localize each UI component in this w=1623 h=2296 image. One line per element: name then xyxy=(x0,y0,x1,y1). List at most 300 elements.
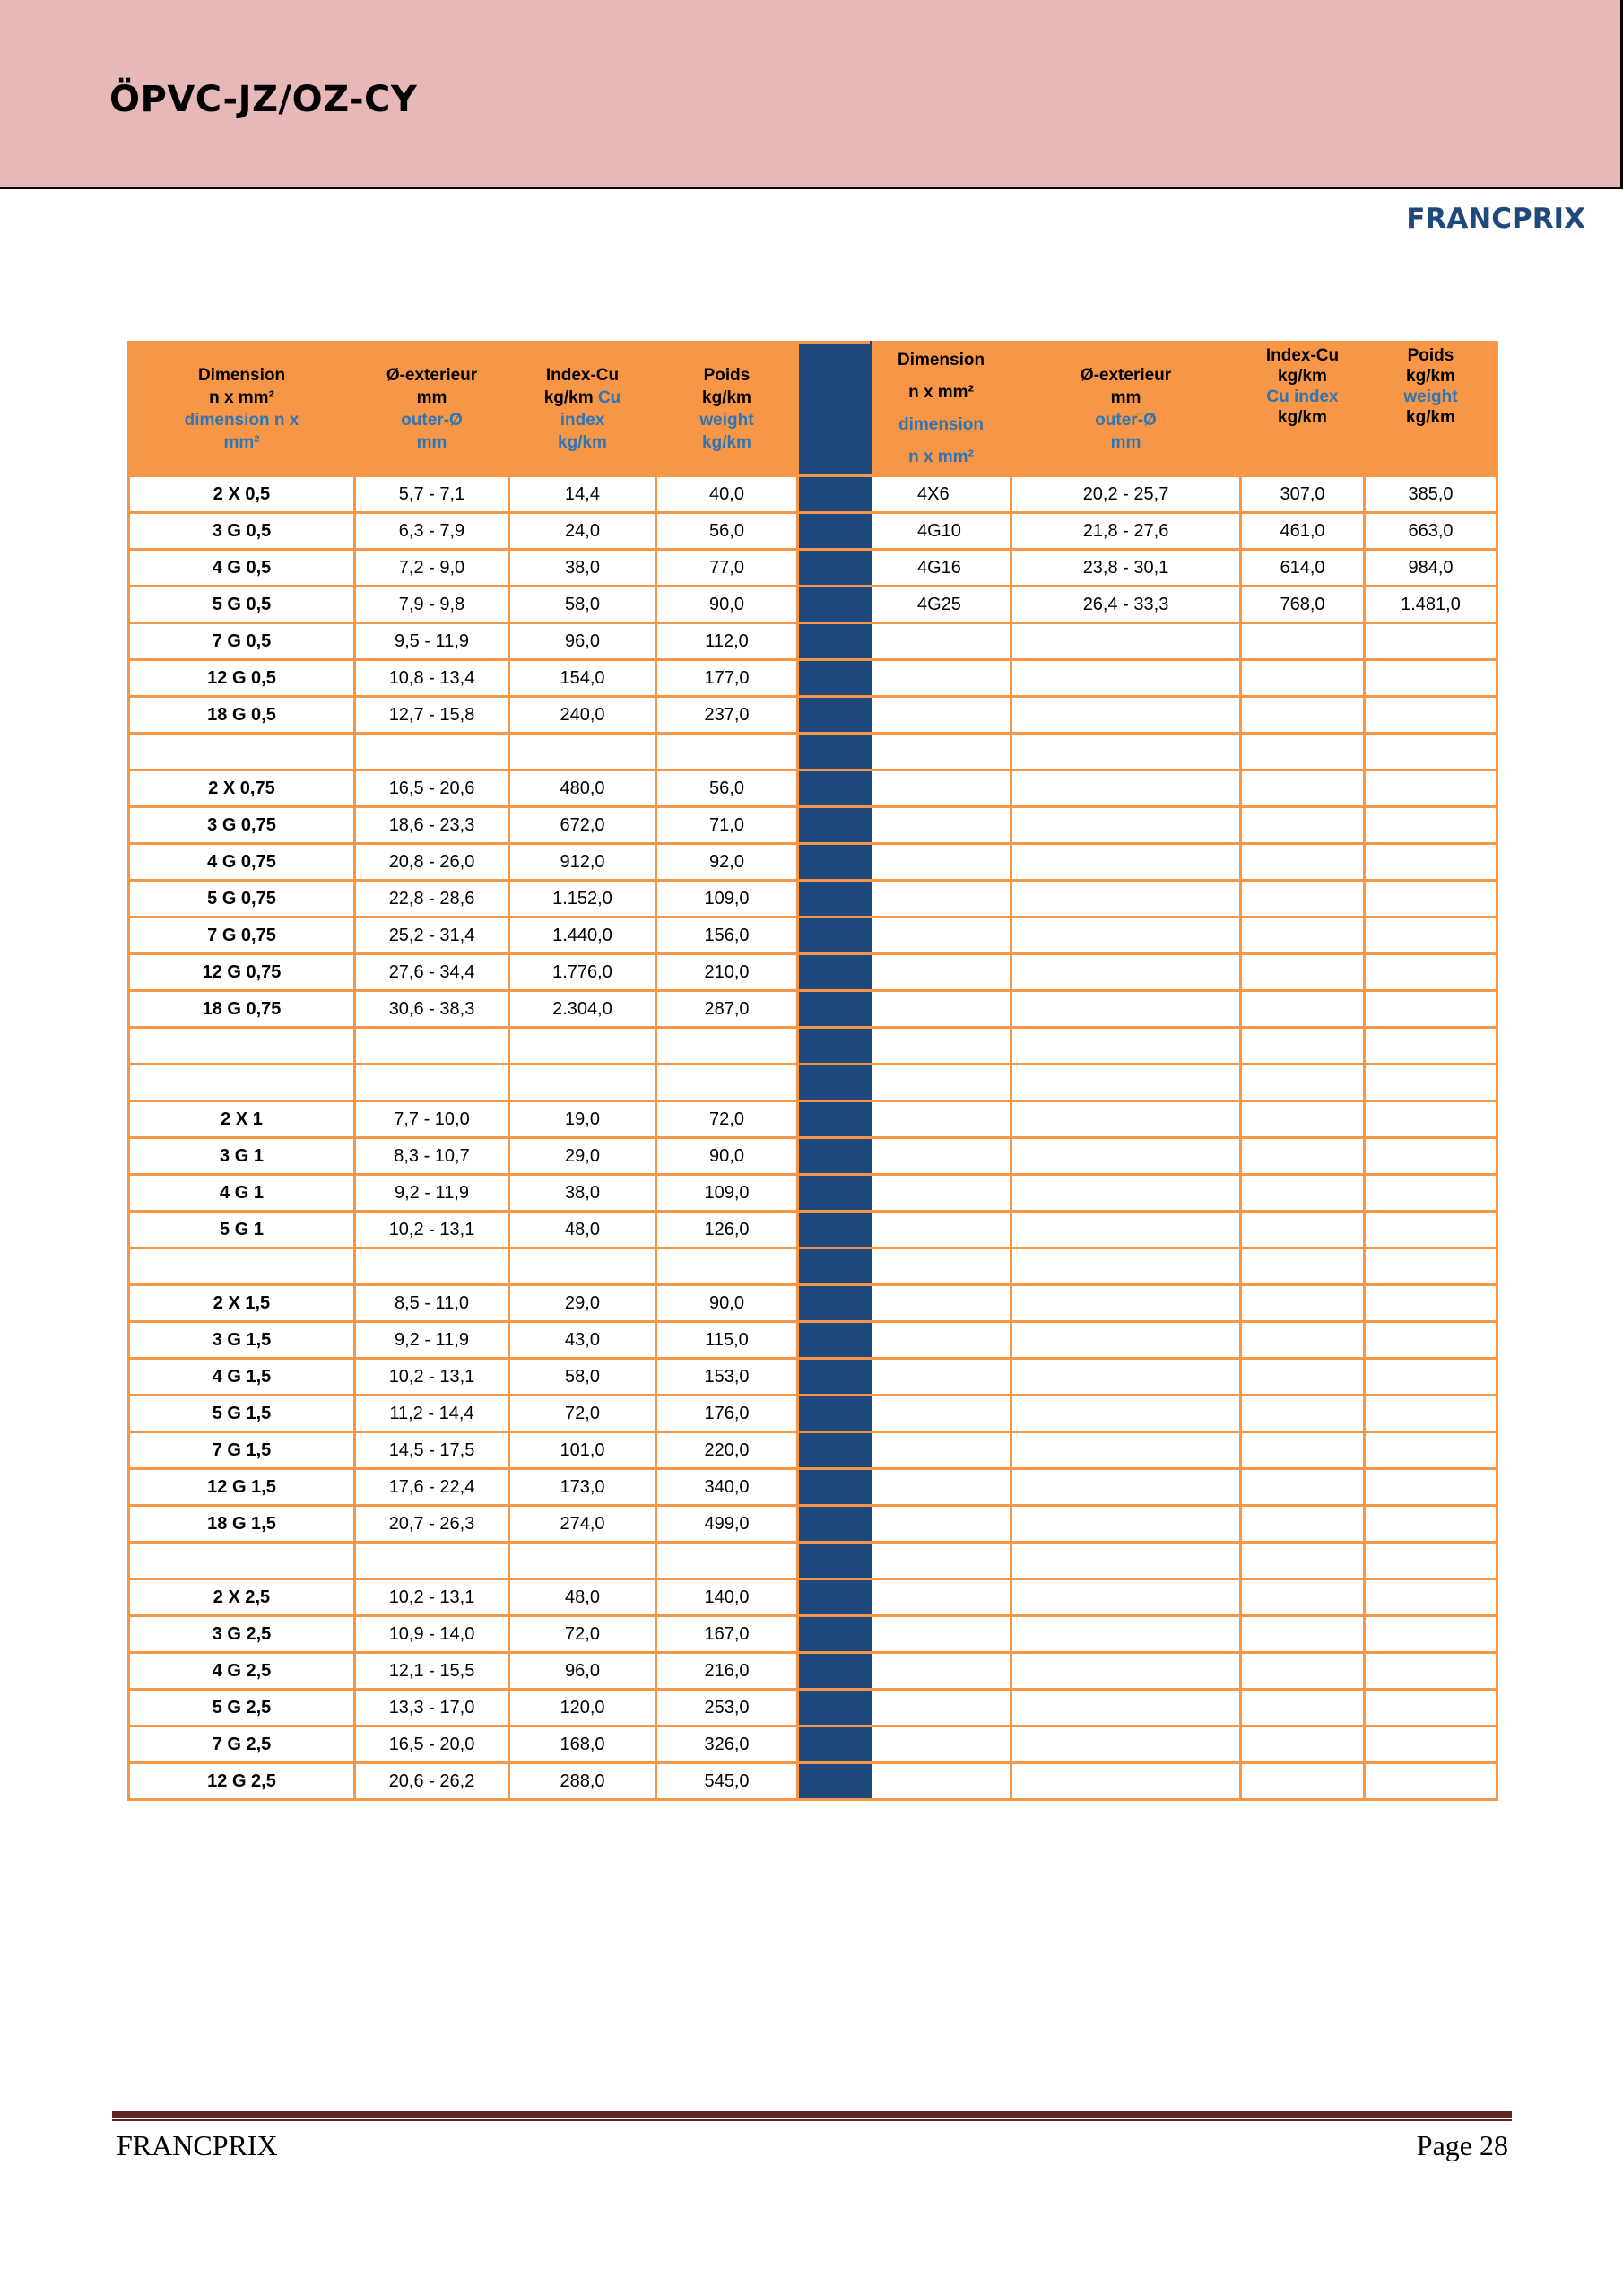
cell-index-cu: 1.776,0 xyxy=(509,954,656,991)
cell-outer-diameter: 22,8 - 28,6 xyxy=(355,881,509,918)
table-row xyxy=(129,881,1497,918)
cell-weight-right xyxy=(1365,660,1497,697)
column-separator xyxy=(798,1579,872,1616)
header-dimension: Dimension n x mm² dimension n x mm² xyxy=(129,343,355,476)
cell-outer-diameter: 16,5 - 20,0 xyxy=(355,1726,509,1763)
cell-weight: 112,0 xyxy=(656,623,798,660)
column-separator xyxy=(798,1101,872,1138)
cell-dimension-right xyxy=(872,1690,1011,1726)
cell-dimension-right xyxy=(872,881,1011,918)
cell-weight-right xyxy=(1365,1579,1497,1616)
table-row xyxy=(129,1175,1497,1212)
cell-weight: 92,0 xyxy=(656,844,798,881)
cell-outer-diameter: 12,7 - 15,8 xyxy=(355,697,509,734)
cell-index-cu-right: 768,0 xyxy=(1241,587,1365,623)
cell-weight-right xyxy=(1365,1432,1497,1469)
cell-weight: 326,0 xyxy=(656,1726,798,1763)
column-separator xyxy=(798,550,872,587)
cell-weight: 287,0 xyxy=(656,991,798,1028)
table-row xyxy=(129,660,1497,697)
cell-dimension: 5 G 1,5 xyxy=(129,1396,355,1432)
cell-index-cu: 58,0 xyxy=(509,1359,656,1396)
cell-dimension-right xyxy=(872,697,1011,734)
table-row xyxy=(129,1065,1497,1101)
table-row xyxy=(129,1322,1497,1359)
table-row xyxy=(129,807,1497,844)
cell-weight: 167,0 xyxy=(656,1616,798,1653)
footer-rule-thin xyxy=(112,2119,1512,2121)
table-row xyxy=(129,918,1497,954)
column-separator xyxy=(798,513,872,550)
cell-index-cu-right: 461,0 xyxy=(1241,513,1365,550)
table-row xyxy=(129,513,1497,550)
table-row xyxy=(129,1028,1497,1065)
column-separator xyxy=(798,1653,872,1690)
cell-dimension-right xyxy=(872,1175,1011,1212)
cell-index-cu: 480,0 xyxy=(509,770,656,807)
column-separator xyxy=(798,1432,872,1469)
column-separator xyxy=(798,1359,872,1396)
column-separator xyxy=(798,918,872,954)
cell-index-cu-right xyxy=(1241,1065,1365,1101)
cell-weight-right: 385,0 xyxy=(1365,476,1497,513)
cell-index-cu: 29,0 xyxy=(509,1138,656,1175)
cell-outer-diameter-right xyxy=(1011,1763,1241,1800)
column-separator xyxy=(798,1469,872,1506)
header-weight: Poids kg/km weight kg/km xyxy=(656,343,798,476)
cell-weight: 115,0 xyxy=(656,1322,798,1359)
header-index-cu: Index-Cu kg/km Cu index kg/km xyxy=(509,343,656,476)
column-separator xyxy=(798,343,872,476)
footer-rule xyxy=(112,2111,1512,2118)
cell-index-cu: 29,0 xyxy=(509,1285,656,1322)
cell-outer-diameter: 8,3 - 10,7 xyxy=(355,1138,509,1175)
table-row xyxy=(129,1359,1497,1396)
cell-dimension-right xyxy=(872,1065,1011,1101)
cell-outer-diameter: 7,2 - 9,0 xyxy=(355,550,509,587)
cell-outer-diameter-right xyxy=(1011,1579,1241,1616)
cell-weight-right xyxy=(1365,1101,1497,1138)
column-separator xyxy=(798,1616,872,1653)
cell-index-cu: 96,0 xyxy=(509,623,656,660)
cell-dimension: 3 G 1,5 xyxy=(129,1322,355,1359)
title-banner xyxy=(0,0,1623,189)
cell-outer-diameter-right xyxy=(1011,1506,1241,1543)
column-separator xyxy=(798,844,872,881)
cell-index-cu: 48,0 xyxy=(509,1579,656,1616)
cell-weight-right xyxy=(1365,844,1497,881)
cell-index-cu: 38,0 xyxy=(509,550,656,587)
cell-index-cu-right xyxy=(1241,1175,1365,1212)
cell-index-cu: 43,0 xyxy=(509,1322,656,1359)
cell-index-cu-right xyxy=(1241,954,1365,991)
cell-dimension-right xyxy=(872,1469,1011,1506)
cell-weight-right: 1.481,0 xyxy=(1365,587,1497,623)
page-number: Page 28 xyxy=(1416,2129,1508,2161)
cell-dimension-right xyxy=(872,1101,1011,1138)
footer-brand: FRANCPRIX xyxy=(117,2129,278,2161)
column-separator xyxy=(798,1543,872,1579)
cell-outer-diameter: 10,2 - 13,1 xyxy=(355,1359,509,1396)
cell-weight: 56,0 xyxy=(656,513,798,550)
cell-dimension-right xyxy=(872,1285,1011,1322)
cell-weight-right xyxy=(1365,1726,1497,1763)
table-row xyxy=(129,476,1497,513)
cell-dimension: 2 X 2,5 xyxy=(129,1579,355,1616)
page-title: ÖPVC-JZ/OZ-CY xyxy=(109,79,418,120)
column-separator xyxy=(798,1138,872,1175)
cell-index-cu-right xyxy=(1241,770,1365,807)
cell-index-cu: 240,0 xyxy=(509,697,656,734)
cell-dimension: 4 G 2,5 xyxy=(129,1653,355,1690)
cell-outer-diameter xyxy=(355,1028,509,1065)
cell-dimension xyxy=(129,1065,355,1101)
cell-outer-diameter: 10,2 - 13,1 xyxy=(355,1579,509,1616)
cell-index-cu: 101,0 xyxy=(509,1432,656,1469)
cell-weight: 177,0 xyxy=(656,660,798,697)
cell-weight: 90,0 xyxy=(656,587,798,623)
cell-outer-diameter-right xyxy=(1011,991,1241,1028)
cell-outer-diameter: 27,6 - 34,4 xyxy=(355,954,509,991)
cell-index-cu: 168,0 xyxy=(509,1726,656,1763)
cell-weight: 210,0 xyxy=(656,954,798,991)
cell-dimension-right xyxy=(872,1322,1011,1359)
cell-dimension xyxy=(129,734,355,770)
cell-index-cu-right xyxy=(1241,1285,1365,1322)
column-separator xyxy=(798,1028,872,1065)
cell-weight: 216,0 xyxy=(656,1653,798,1690)
cell-index-cu-right xyxy=(1241,807,1365,844)
cell-dimension: 7 G 1,5 xyxy=(129,1432,355,1469)
cell-index-cu: 96,0 xyxy=(509,1653,656,1690)
cell-outer-diameter: 10,2 - 13,1 xyxy=(355,1212,509,1248)
cell-dimension-right xyxy=(872,1028,1011,1065)
cell-weight-right xyxy=(1365,1175,1497,1212)
cell-dimension-right xyxy=(872,918,1011,954)
table-row xyxy=(129,1763,1497,1800)
cell-dimension: 5 G 2,5 xyxy=(129,1690,355,1726)
cell-index-cu: 19,0 xyxy=(509,1101,656,1138)
cell-outer-diameter: 20,7 - 26,3 xyxy=(355,1506,509,1543)
cell-weight-right xyxy=(1365,954,1497,991)
cell-outer-diameter: 18,6 - 23,3 xyxy=(355,807,509,844)
cell-dimension-right xyxy=(872,954,1011,991)
table-header-row xyxy=(129,343,1497,476)
cell-dimension: 18 G 1,5 xyxy=(129,1506,355,1543)
cell-index-cu-right xyxy=(1241,1506,1365,1543)
cell-index-cu-right xyxy=(1241,844,1365,881)
cell-weight: 109,0 xyxy=(656,881,798,918)
cell-outer-diameter-right xyxy=(1011,807,1241,844)
cell-index-cu: 14,4 xyxy=(509,476,656,513)
cell-weight: 340,0 xyxy=(656,1469,798,1506)
cell-outer-diameter-right xyxy=(1011,1653,1241,1690)
cell-dimension: 3 G 2,5 xyxy=(129,1616,355,1653)
cell-outer-diameter: 16,5 - 20,6 xyxy=(355,770,509,807)
cell-outer-diameter: 30,6 - 38,3 xyxy=(355,991,509,1028)
cell-outer-diameter: 8,5 - 11,0 xyxy=(355,1285,509,1322)
cell-index-cu xyxy=(509,1028,656,1065)
cell-dimension: 5 G 0,75 xyxy=(129,881,355,918)
cell-weight: 77,0 xyxy=(656,550,798,587)
header-weight-right: Poids kg/km weight kg/km xyxy=(1365,343,1497,476)
cell-weight-right xyxy=(1365,918,1497,954)
cell-outer-diameter: 7,9 - 9,8 xyxy=(355,587,509,623)
column-separator xyxy=(798,1175,872,1212)
cell-outer-diameter-right xyxy=(1011,770,1241,807)
cell-index-cu xyxy=(509,1065,656,1101)
cell-weight-right xyxy=(1365,623,1497,660)
cell-outer-diameter-right xyxy=(1011,1726,1241,1763)
cell-weight: 40,0 xyxy=(656,476,798,513)
cell-weight-right xyxy=(1365,1469,1497,1506)
cell-outer-diameter-right xyxy=(1011,697,1241,734)
cell-dimension: 3 G 0,5 xyxy=(129,513,355,550)
cell-index-cu-right xyxy=(1241,881,1365,918)
cell-dimension xyxy=(129,1248,355,1285)
cell-index-cu-right xyxy=(1241,1616,1365,1653)
column-separator xyxy=(798,734,872,770)
cell-weight: 220,0 xyxy=(656,1432,798,1469)
cell-weight: 72,0 xyxy=(656,1101,798,1138)
cell-index-cu-right xyxy=(1241,1579,1365,1616)
cell-outer-diameter: 10,9 - 14,0 xyxy=(355,1616,509,1653)
table-row xyxy=(129,954,1497,991)
cell-index-cu xyxy=(509,734,656,770)
cell-outer-diameter-right: 26,4 - 33,3 xyxy=(1011,587,1241,623)
cell-outer-diameter-right xyxy=(1011,1212,1241,1248)
table-row xyxy=(129,1432,1497,1469)
cell-index-cu-right xyxy=(1241,623,1365,660)
cell-index-cu: 48,0 xyxy=(509,1212,656,1248)
cell-dimension: 2 X 1 xyxy=(129,1101,355,1138)
cell-dimension-right xyxy=(872,1763,1011,1800)
cell-dimension-right xyxy=(872,1726,1011,1763)
column-separator xyxy=(798,1396,872,1432)
cell-outer-diameter-right xyxy=(1011,1101,1241,1138)
cell-index-cu-right xyxy=(1241,918,1365,954)
table-row xyxy=(129,1212,1497,1248)
table-row xyxy=(129,1285,1497,1322)
cell-weight-right xyxy=(1365,1690,1497,1726)
cell-index-cu: 1.152,0 xyxy=(509,881,656,918)
cell-dimension-right xyxy=(872,1248,1011,1285)
cell-index-cu: 72,0 xyxy=(509,1396,656,1432)
cell-index-cu-right xyxy=(1241,1212,1365,1248)
table-row xyxy=(129,1653,1497,1690)
cell-dimension-right xyxy=(872,844,1011,881)
cell-outer-diameter xyxy=(355,1248,509,1285)
table-row xyxy=(129,844,1497,881)
cell-dimension-right: 4G10 xyxy=(872,513,1011,550)
cell-outer-diameter-right xyxy=(1011,954,1241,991)
cell-outer-diameter-right xyxy=(1011,918,1241,954)
cell-dimension-right xyxy=(872,1432,1011,1469)
table-row xyxy=(129,1469,1497,1506)
cell-outer-diameter: 17,6 - 22,4 xyxy=(355,1469,509,1506)
cell-dimension: 2 X 1,5 xyxy=(129,1285,355,1322)
cell-outer-diameter-right xyxy=(1011,1543,1241,1579)
cell-weight: 176,0 xyxy=(656,1396,798,1432)
brand-label: FRANCPRIX xyxy=(1406,203,1585,235)
cell-index-cu-right xyxy=(1241,697,1365,734)
table-row xyxy=(129,1506,1497,1543)
cell-outer-diameter: 9,2 - 11,9 xyxy=(355,1175,509,1212)
cell-outer-diameter: 6,3 - 7,9 xyxy=(355,513,509,550)
cell-dimension: 12 G 0,75 xyxy=(129,954,355,991)
column-separator xyxy=(798,770,872,807)
cell-weight: 56,0 xyxy=(656,770,798,807)
cell-outer-diameter: 13,3 - 17,0 xyxy=(355,1690,509,1726)
cell-outer-diameter-right xyxy=(1011,1138,1241,1175)
cell-index-cu-right: 307,0 xyxy=(1241,476,1365,513)
column-separator xyxy=(798,954,872,991)
cell-index-cu: 58,0 xyxy=(509,587,656,623)
cell-outer-diameter-right: 21,8 - 27,6 xyxy=(1011,513,1241,550)
cell-dimension-right xyxy=(872,770,1011,807)
cell-weight: 253,0 xyxy=(656,1690,798,1726)
cell-outer-diameter-right xyxy=(1011,660,1241,697)
cell-weight: 156,0 xyxy=(656,918,798,954)
table-row xyxy=(129,734,1497,770)
cell-index-cu-right xyxy=(1241,660,1365,697)
cell-index-cu-right xyxy=(1241,1653,1365,1690)
column-separator xyxy=(798,1065,872,1101)
cell-weight-right xyxy=(1365,807,1497,844)
cell-index-cu: 154,0 xyxy=(509,660,656,697)
cell-weight-right xyxy=(1365,1396,1497,1432)
cell-weight: 126,0 xyxy=(656,1212,798,1248)
cell-outer-diameter-right xyxy=(1011,734,1241,770)
column-separator xyxy=(798,1506,872,1543)
cell-outer-diameter-right xyxy=(1011,1690,1241,1726)
cell-index-cu xyxy=(509,1543,656,1579)
cell-weight xyxy=(656,1248,798,1285)
cell-dimension-right xyxy=(872,1579,1011,1616)
table-row xyxy=(129,623,1497,660)
cell-dimension-right xyxy=(872,1543,1011,1579)
cell-weight-right xyxy=(1365,881,1497,918)
cell-dimension: 4 G 1,5 xyxy=(129,1359,355,1396)
header-outer-diameter: Ø-exterieur mm outer-Ø mm xyxy=(355,343,509,476)
cell-dimension-right xyxy=(872,1138,1011,1175)
cell-dimension: 18 G 0,75 xyxy=(129,991,355,1028)
cell-weight-right xyxy=(1365,1212,1497,1248)
cell-weight-right xyxy=(1365,770,1497,807)
table-row xyxy=(129,1726,1497,1763)
cell-weight-right xyxy=(1365,1248,1497,1285)
cell-dimension-right xyxy=(872,1616,1011,1653)
cell-weight: 140,0 xyxy=(656,1579,798,1616)
cell-outer-diameter: 5,7 - 7,1 xyxy=(355,476,509,513)
table-row xyxy=(129,1101,1497,1138)
cell-dimension-right: 4X6 xyxy=(872,476,1011,513)
table-row xyxy=(129,587,1497,623)
cell-dimension: 4 G 1 xyxy=(129,1175,355,1212)
cell-index-cu: 2.304,0 xyxy=(509,991,656,1028)
cell-index-cu-right xyxy=(1241,1138,1365,1175)
cell-dimension: 5 G 0,5 xyxy=(129,587,355,623)
cell-index-cu-right xyxy=(1241,1322,1365,1359)
column-separator xyxy=(798,1212,872,1248)
cell-dimension-right xyxy=(872,991,1011,1028)
cell-index-cu-right xyxy=(1241,1690,1365,1726)
cell-index-cu: 24,0 xyxy=(509,513,656,550)
cell-weight-right xyxy=(1365,1065,1497,1101)
cell-weight-right xyxy=(1365,697,1497,734)
table-row xyxy=(129,697,1497,734)
cell-dimension: 2 X 0,75 xyxy=(129,770,355,807)
column-separator xyxy=(798,660,872,697)
cell-outer-diameter-right xyxy=(1011,1028,1241,1065)
cell-dimension-right xyxy=(872,660,1011,697)
table-row xyxy=(129,1396,1497,1432)
cell-outer-diameter xyxy=(355,1543,509,1579)
cell-index-cu xyxy=(509,1248,656,1285)
cell-weight-right xyxy=(1365,1616,1497,1653)
cell-outer-diameter xyxy=(355,734,509,770)
cell-index-cu: 72,0 xyxy=(509,1616,656,1653)
cell-outer-diameter-right xyxy=(1011,1469,1241,1506)
column-separator xyxy=(798,476,872,513)
table-row xyxy=(129,1543,1497,1579)
cell-outer-diameter-right xyxy=(1011,1065,1241,1101)
cell-outer-diameter-right xyxy=(1011,623,1241,660)
cell-index-cu-right xyxy=(1241,734,1365,770)
cable-spec-table xyxy=(127,341,1498,1801)
cell-outer-diameter: 10,8 - 13,4 xyxy=(355,660,509,697)
cell-dimension: 18 G 0,5 xyxy=(129,697,355,734)
cell-outer-diameter-right xyxy=(1011,881,1241,918)
cell-weight-right xyxy=(1365,734,1497,770)
header-outer-diameter-right: Ø-exterieur mm outer-Ø mm xyxy=(1011,343,1241,476)
cell-index-cu-right xyxy=(1241,1469,1365,1506)
cell-weight-right xyxy=(1365,1322,1497,1359)
header-dimension-right: Dimension n x mm² dimension n x mm² xyxy=(872,343,1011,476)
cell-outer-diameter: 12,1 - 15,5 xyxy=(355,1653,509,1690)
cell-weight xyxy=(656,734,798,770)
cell-outer-diameter-right xyxy=(1011,1248,1241,1285)
cell-outer-diameter: 20,8 - 26,0 xyxy=(355,844,509,881)
column-separator xyxy=(798,1763,872,1800)
cell-weight: 153,0 xyxy=(656,1359,798,1396)
cell-outer-diameter-right xyxy=(1011,1396,1241,1432)
cell-weight: 545,0 xyxy=(656,1763,798,1800)
cell-weight-right xyxy=(1365,1138,1497,1175)
table-body xyxy=(129,476,1497,1800)
cell-outer-diameter-right: 23,8 - 30,1 xyxy=(1011,550,1241,587)
cell-index-cu-right xyxy=(1241,1763,1365,1800)
cell-dimension-right xyxy=(872,1653,1011,1690)
table-row xyxy=(129,1248,1497,1285)
cell-weight: 90,0 xyxy=(656,1285,798,1322)
cell-weight-right: 984,0 xyxy=(1365,550,1497,587)
cell-outer-diameter-right xyxy=(1011,844,1241,881)
cell-index-cu-right xyxy=(1241,1248,1365,1285)
cell-dimension-right xyxy=(872,1359,1011,1396)
cell-index-cu-right: 614,0 xyxy=(1241,550,1365,587)
cell-dimension-right: 4G16 xyxy=(872,550,1011,587)
cell-weight-right: 663,0 xyxy=(1365,513,1497,550)
cell-index-cu: 274,0 xyxy=(509,1506,656,1543)
cell-dimension: 7 G 0,75 xyxy=(129,918,355,954)
cell-outer-diameter-right: 20,2 - 25,7 xyxy=(1011,476,1241,513)
column-separator xyxy=(798,1690,872,1726)
column-separator xyxy=(798,1248,872,1285)
cell-index-cu: 38,0 xyxy=(509,1175,656,1212)
cell-dimension: 5 G 1 xyxy=(129,1212,355,1248)
cell-index-cu: 120,0 xyxy=(509,1690,656,1726)
